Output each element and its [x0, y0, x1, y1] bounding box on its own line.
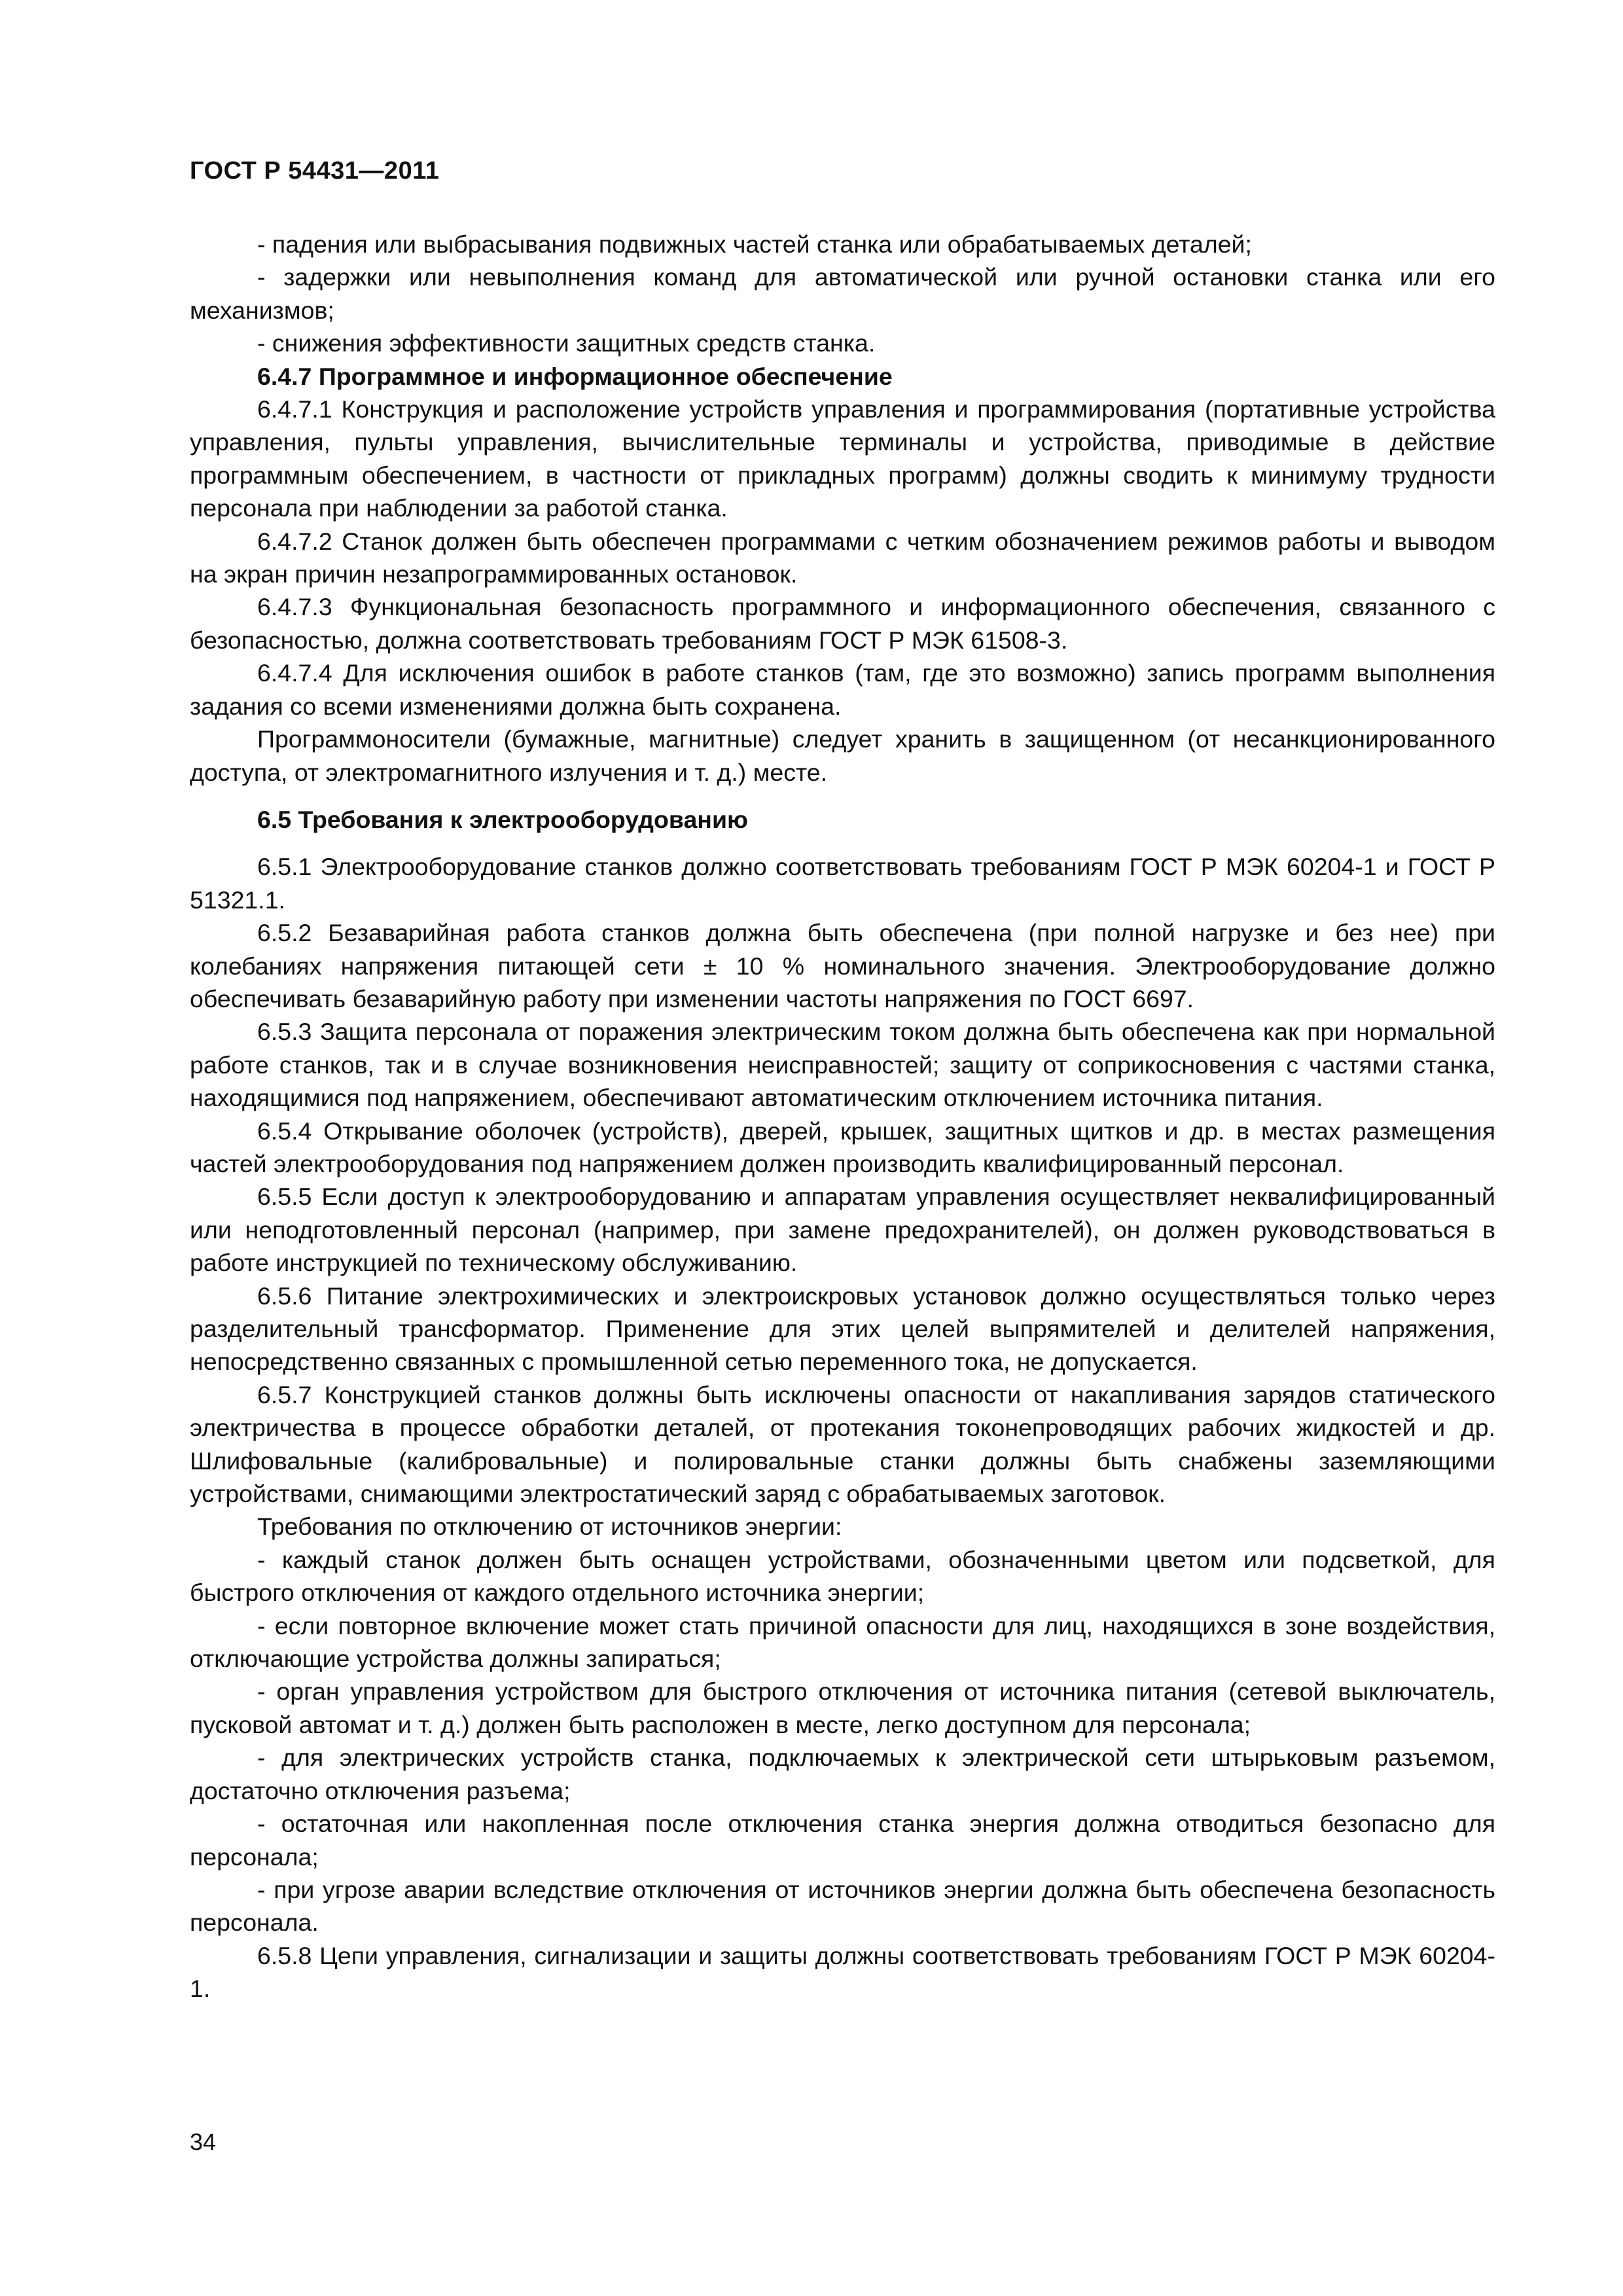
- paragraph: 6.5.3 Защита персонала от поражения электрическим током должна быть обеспечена как при нормальной работе станков, так и в случае возникновения неисправностей; защиту от соприкосновения с частями станка, находящимися под напряжением, обеспечивают автоматическим отключением источника питания.: [190, 1018, 1495, 1112]
- paragraph: 6.4.7.2 Станок должен быть обеспечен программами с четким обозначением режимов работы и выводом на экран причин незапрограммированных остановок.: [190, 527, 1495, 588]
- paragraph: 6.4.7.1 Конструкция и расположение устройств управления и программирования (портативные устройства управления, пульты управления, вычислительные терминалы и устройства, приводимые в действие программным обеспечением, в частности от прикладных программ) должны сводить к минимуму трудности персонала при наблюдении за работой станка.: [190, 395, 1495, 522]
- paragraph: 6.4.7.4 Для исключения ошибок в работе станков (там, где это возможно) запись программ выполнения задания со всеми изменениями должна быть сохранена.: [190, 659, 1495, 720]
- list-item: - если повторное включение может стать причиной опасности для лиц, находящихся в зоне воздействия, отключающие устройства должны запираться;: [190, 1611, 1495, 1673]
- document-body: [190, 228, 1495, 2005]
- paragraph: 6.5.5 Если доступ к электрооборудованию и аппаратам управления осуществляет неквалифицированный или неподготовленный персонал (например, при замене предохранителей), он должен руководствоваться в работе инструкцией по техническому обслуживанию.: [190, 1183, 1495, 1277]
- paragraph: 6.5.4 Открывание оболочек (устройств), дверей, крышек, защитных щитков и др. в местах размещения частей электрооборудования под напряжением должен производить квалифицированный персонал.: [190, 1117, 1495, 1177]
- list-item: - остаточная или накопленная после отключения станка энергия должна отводиться безопасно для персонала;: [190, 1810, 1495, 1871]
- list-item: - орган управления устройством для быстрого отключения от источника питания (сетевой выключатель, пусковой автомат и т. д.) должен быть расположен в месте, легко доступном для персонала;: [190, 1677, 1495, 1738]
- paragraph: 6.5.8 Цепи управления, сигнализации и защиты должны соответствовать требованиям ГОСТ Р МЭК 60204-1.: [190, 1941, 1495, 2003]
- section-heading-6-5: 6.5 Требования к электрооборудованию: [257, 805, 749, 833]
- paragraph: 6.5.6 Питание электрохимических и электроискровых установок должно осуществляться только через разделительный трансформатор. Применение для этих целей выпрямителей и делителей напряжения, непосредственно связанных с промышленной сетью переменного тока, не допускается.: [190, 1282, 1495, 1376]
- paragraph: 6.5.2 Безаварийная работа станков должна быть обеспечена (при полной нагрузке и без нее) при колебаниях напряжения питающей сети ± 10 % номинального значения. Электрооборудование должно обеспечивать безаварийную работу при изменении частоты напряжения по ГОСТ 6697.: [190, 919, 1495, 1013]
- paragraph: 6.4.7.3 Функциональная безопасность программного и информационного обеспечения, связанного с безопасностью, должна соответствовать требованиям ГОСТ Р МЭК 61508-3.: [190, 593, 1495, 654]
- list-item: - каждый станок должен быть оснащен устройствами, обозначенными цветом или подсветкой, для быстрого отключения от каждого отдельного источника энергии;: [190, 1545, 1495, 1607]
- list-item: - задержки или невыполнения команд для автоматической или ручной остановки станка или его механизмов;: [190, 263, 1495, 324]
- document-header: ГОСТ Р 54431—2011: [190, 157, 440, 185]
- paragraph: Требования по отключению от источников энергии:: [257, 1513, 842, 1541]
- page-number: 34: [190, 2128, 217, 2155]
- list-item: - при угрозе аварии вследствие отключения от источников энергии должна быть обеспечена безопасность персонала.: [190, 1875, 1495, 1937]
- list-item: - для электрических устройств станка, подключаемых к электрической сети штырьковым разъемом, достаточно отключения разъема;: [190, 1744, 1495, 1804]
- list-item: - падения или выбрасывания подвижных частей станка или обрабатываемых деталей;: [257, 230, 1252, 258]
- section-heading-6-4-7: 6.4.7 Программное и информационное обеспечение: [257, 362, 893, 390]
- paragraph: 6.5.1 Электрооборудование станков должно соответствовать требованиям ГОСТ Р МЭК 60204-1 и ГОСТ Р 51321.1.: [190, 853, 1495, 914]
- list-item: - снижения эффективности защитных средств станка.: [257, 329, 876, 357]
- paragraph: Программоносители (бумажные, магнитные) следует хранить в защищенном (от несанкционированного доступа, от электромагнитного излучения и т. д.) месте.: [190, 725, 1495, 786]
- paragraph: 6.5.7 Конструкцией станков должны быть исключены опасности от накапливания зарядов статического электричества в процессе обработки деталей, от протекания токонепроводящих рабочих жидкостей и др. Шлифовальные (калибровальные) и полировальные станки должны быть снабжены заземляющими устройствами, снимающими электростатический заряд с обрабатываемых заготовок.: [190, 1380, 1495, 1508]
